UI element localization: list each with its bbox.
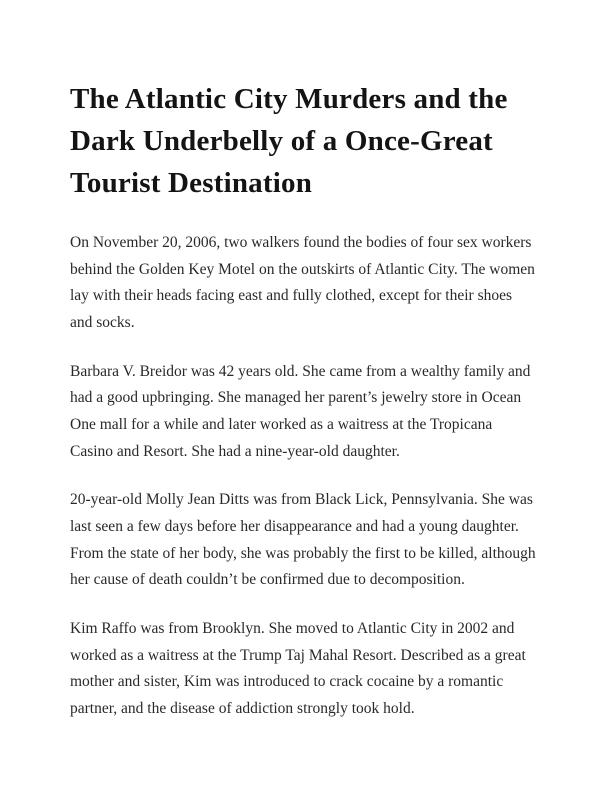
- article-body: [70, 230, 540, 723]
- paragraph-molly-ditts: 20-year-old Molly Jean Ditts was from Black Lick, Pennsylvania. She was last seen a few days before her disappearance and had a young daughter. From the state of her body, she was probably the first to be killed, although her cause of death couldn’t be confirmed due to decomposition.: [70, 491, 536, 589]
- article-title: The Atlantic City Murders and the Dark Underbelly of a Once-Great Tourist Destination: [70, 83, 508, 200]
- paragraph-intro: On November 20, 2006, two walkers found the bodies of four sex workers behind the Golden Key Motel on the outskirts of Atlantic City. The women lay with their heads facing east and fully clothed, except for their shoes and socks.: [70, 234, 535, 332]
- paragraph-barbara-breidor: Barbara V. Breidor was 42 years old. She came from a wealthy family and had a good upbringing. She managed her parent’s jewelry store in Ocean One mall for a while and later worked as a waitress at the Tropicana Casino and Resort. She had a nine-year-old daughter.: [70, 362, 531, 460]
- paragraph-kim-raffo: Kim Raffo was from Brooklyn. She moved to Atlantic City in 2002 and worked as a waitress at the Trump Taj Mahal Resort. Described as a great mother and sister, Kim was introduced to crack cocaine by a romantic partner, and the disease of addiction strongly took hold.: [70, 620, 526, 717]
